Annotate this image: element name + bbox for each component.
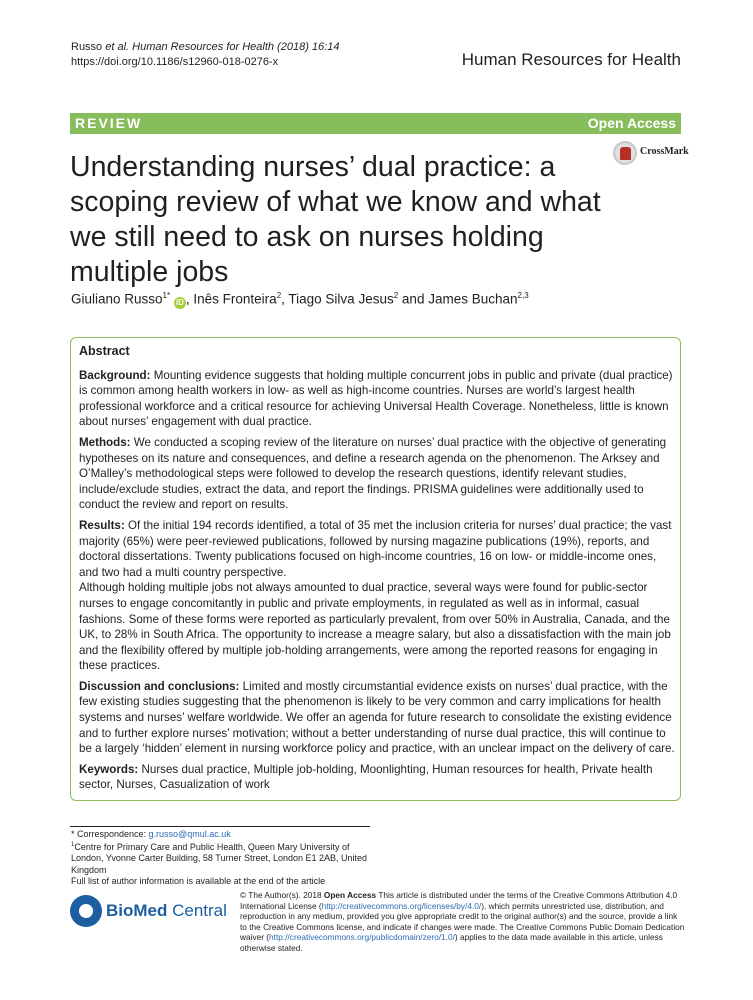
author-name: James Buchan [428,291,518,307]
abstract-discussion: Discussion and conclusions: Limited and mostly circumstantial evidence exists on nurses’ dual practice, with the few existing studies suggesting that the phenomenon is likely to be very common and carry implications for health systems and nurses’ welfare worldwide. We offer an agenda for future research to consolidate the existing evidence and to further explore nurses’ motivation; without a better understanding of nurse dual practice, this will continue to be a largely ‘hidden’ element in nursing workforce policy and practice, with an unclear impact on the delivery of care. [79,679,675,756]
article-title: Understanding nurses’ dual practice: a scoping review of what we know and what we still need to ask on nurses holding multiple jobs [70,151,601,288]
author-affiliation: 1* [162,291,171,300]
abstract-results: Results: Of the initial 194 records identified, a total of 35 met the inclusion criteria for nurses’ dual practice; the vast majority (65%) were peer-reviewed publications, followed by nursing magazine publications (19%), reports, and doctoral dissertations. Twenty publications focused on high-income countries, 16 on low- or middle-income ones, and two had a multi country perspective. [79,518,672,579]
author-info-note: Full list of author information is available at the end of the article [71,875,326,886]
author-affiliation: 2 [393,291,399,300]
abstract-background: Background: Mounting evidence suggests that holding multiple concurrent jobs in public and private (dual practice) is common among health workers in low- as well as high-income countries. Nurses are world’s largest health professional workforce and a critical resource for achieving Universal Health Coverage. Nonetheless, little is known about nurses’ engagement with dual practice. [79,368,673,429]
author-affiliation: 2 [276,291,282,300]
license-text: © The Author(s). 2018 Open Access This article is distributed under the terms of the Creative Commons Attribution 4.0 International License (http://creativecommons.org/licenses/by/4.0/), which permits unrestricted use, distribution, and reproduction in any medium, provided you give appropriate credit to the original author(s) and the source, provide a link to the Creative Commons license, and indicate if changes were made. The Creative Commons Public Domain Dedication waiver (http://creativecommons.org/publicdomain/zero/1.0/) applies to the data made available in this article, unless otherwise stated. [240,890,685,953]
abstract-results-continued: Although holding multiple jobs not always amounted to dual practice, several ways were found for public-sector nurses to engage concomitantly in public and private employments, in regulated as well as in informal, casual fashions. Some of these forms were reported as particularly prevalent, from over 50% in Australia, Canada, and the UK, to 28% in South Africa. The opportunity to increase a meagre salary, but also a dissatisfaction with the main job and the flexibility offered by multiple job-holding arrangements, were among the reported reasons for engaging in these practices. [79,581,671,673]
license-link[interactable]: http://creativecommons.org/licenses/by/4.0/ [321,900,482,911]
citation-rest: Human Resources for Health (2018) 16:14 [129,41,340,53]
crossmark-icon [613,141,637,165]
article-type-banner [70,113,681,134]
abstract-keywords: Keywords: Nurses dual practice, Multiple job-holding, Moonlighting, Human resources for health, Private health sector, Nurses, Casualization of work [79,762,653,792]
affiliation: $^1$Centre for Primary Care and Public Health, Queen Mary University of London, Yvonne Carter Building, 58 Turner Street, London E1 2AB, United Kingdom [71,842,368,875]
citation [71,40,339,70]
citation-authors: Russo [71,41,106,53]
crossmark-label: CrossMark [640,146,689,157]
article-type-label: REVIEW [75,115,143,131]
doi-link[interactable]: https://doi.org/10.1186/s12960-018-0276-x [71,56,279,68]
publisher-logo: BioMed Central [70,892,230,932]
citation-etal: et al. [105,41,130,53]
orcid-icon[interactable]: iD [175,297,184,307]
author-name: Giuliano Russo [71,291,163,307]
crossmark-badge[interactable] [613,141,693,171]
author-list: Giuliano Russo$^{1*}$ iD , Inês Fronteira$^2$, Tiago Silva Jesus$^2$ and James Buchan$^{2,3}$ [71,291,529,307]
abstract-box [70,337,681,801]
public-domain-link[interactable]: http://creativecommons.org/publicdomain/zero/1.0/ [269,932,455,943]
biomed-central-icon [70,895,102,927]
abstract-methods: Methods: We conducted a scoping review of the literature on nurses’ dual practice with the objective of generating hypotheses on its nature and consequences, and define a research agenda on the phenomenon. The Arksey and O’Malley’s methodological steps were followed to develop the research questions, identify relevant studies, include/exclude studies, extract the data, and report the findings. PRISMA guidelines were additionally used to conduct the review and report on results. [79,435,667,512]
journal-name: Human Resources for Health [461,50,681,69]
footnote-divider [70,826,370,827]
author-name: Inês Fronteira [193,291,277,307]
author-name: Tiago Silva Jesus [288,291,394,307]
footnote: * Correspondence: g.russo@qmul.ac.uk $^1$Centre for Primary Care and Public Health, Queen Mary University of London, Yvonne Carter Building, 58 Turner Street, London E1 2AB, United Kingdom Full list of author information is available at the end of the article [71,829,376,887]
abstract-heading: Abstract [79,344,130,358]
correspondence-email-link[interactable]: g.russo@qmul.ac.uk [148,829,231,839]
open-access-label: Open Access [587,115,676,131]
author-affiliation: 2,3 [517,291,529,300]
